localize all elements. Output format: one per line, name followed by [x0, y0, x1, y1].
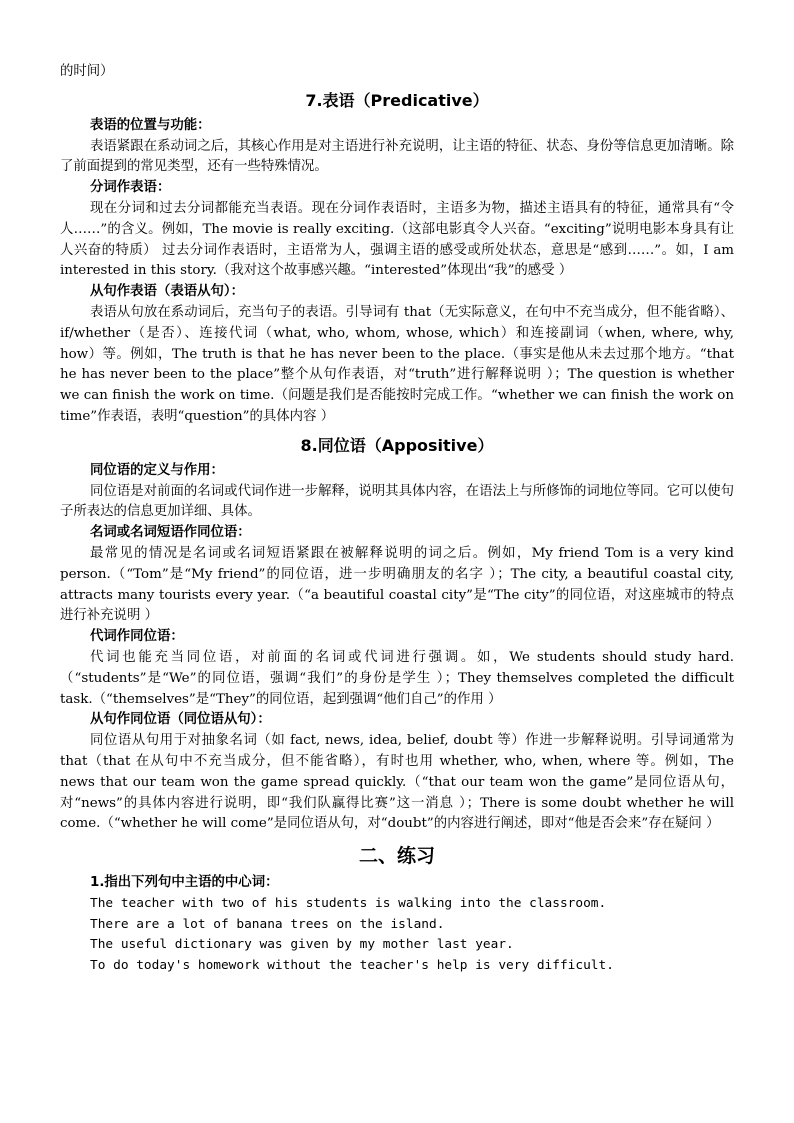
paragraph: 代词也能充当同位语，对前面的名词或代词进行强调。如，We students should study hard.（“students”是“We”的同位语，强调“我们”的身份是学生 ）；They themselves completed the difficult task.（“themselves”是“They”的同位语，起到强调“他们自己”的作用 ）: [60, 649, 734, 707]
section-heading: 8.同位语（Appositive）: [300, 435, 494, 455]
paragraph: 同位语是对前面的名词或代词作进一步解释，说明其具体内容，在语法上与所修饰的词地位等同。它可以使句子所表达的信息更加详细、具体。: [60, 483, 734, 520]
subheading: 代词作同位语：: [90, 629, 184, 645]
paragraph: 表语紧跟在系动词之后，其核心作用是对主语进行补充说明，让主语的特征、状态、身份等信息更加清晰。除了前面提到的常见类型，还有一些特殊情况。: [60, 138, 734, 175]
section-predicative: [60, 89, 734, 428]
exercise-sentence: There are a lot of banana trees on the island.: [90, 916, 445, 932]
exercise-sentence: To do today's homework without the teacher's help is very difficult.: [90, 958, 614, 974]
paragraph: 现在分词和过去分词都能充当表语。现在分词作表语时，主语多为物，描述主语具有的特征，通常具有“令人……”的含义。例如，The movie is really exciting.（这部电影真令人兴奋。“exciting”说明电影本身具有让人兴奋的特质） 过去分词作表语时，主语常为人，强调主语的感受或所处状态，意思是“感到……”。如，I am interested in this story.（我对这个故事感兴趣。“interested”体现出“我”的感受 ）: [60, 200, 734, 279]
exercise-sentence: The useful dictionary was given by my mother last year.: [90, 937, 514, 953]
practice-heading: 二、练习: [358, 845, 435, 868]
subheading: 同位语的定义与作用：: [90, 462, 224, 478]
subheading: 从句作表语（表语从句）：: [90, 284, 244, 300]
continuation-line: 的时间）: [60, 64, 114, 79]
subheading: 从句作同位语（同位语从句）：: [90, 712, 271, 728]
section-heading: 7.表语（Predicative）: [305, 90, 489, 110]
subheading: 表语的位置与功能：: [90, 117, 211, 133]
section-appositive: [60, 434, 734, 835]
exercise-title: 1.指出下列句中主语的中心词：: [90, 875, 279, 891]
section-practice: [60, 841, 734, 977]
exercise-sentence: The teacher with two of his students is walking into the classroom.: [90, 895, 607, 911]
paragraph: 同位语从句用于对抽象名词（如 fact, news, idea, belief, doubt 等）作进一步解释说明。引导词通常为 that（that 在从句中不充当成分，但不能省略），有时也用 whether, who, when, where 等。例如，The news that our team won the game spread quickly.（“that our team won the game”是同位语从句，对“news”的具体内容进行说明，即“我们队赢得比赛”这一消息 ）；There is some doubt whether he will come.（“whether he will come”是同位语从句，对“doubt”的内容进行阐述，即对“他是否会来”存在疑问 ）: [60, 733, 734, 832]
subheading: 分词作表语：: [90, 180, 171, 196]
subheading: 名词或名词短语作同位语：: [90, 525, 251, 541]
paragraph: 最常见的情况是名词或名词短语紧跟在被解释说明的词之后。例如，My friend Tom is a very kind person.（“Tom”是“My friend”的同位语，进一步明确朋友的名字 ）；The city, a beautiful coastal city, attracts many tourists every year.（“a beautiful coastal city”是“The city”的同位语，对这座城市的特点进行补充说明 ）: [60, 545, 734, 624]
paragraph: 表语从句放在系动词后，充当句子的表语。引导词有 that（无实际意义，在句中不充当成分，但不能省略）、if/whether（是否）、连接代词（what, who, whom, whose, which）和连接副词（when, where, why, how）等。例如，The truth is that he has never been to the place.（事实是他从未去过那个地方。“that he has never been to the place”整个从句作表语，对“truth”进行解释说明 ）；The question is whether we can finish the work on time.（问题是我们是否能按时完成工作。“whether we can finish the work on time”作表语，表明“question”的具体内容 ）: [60, 304, 734, 424]
